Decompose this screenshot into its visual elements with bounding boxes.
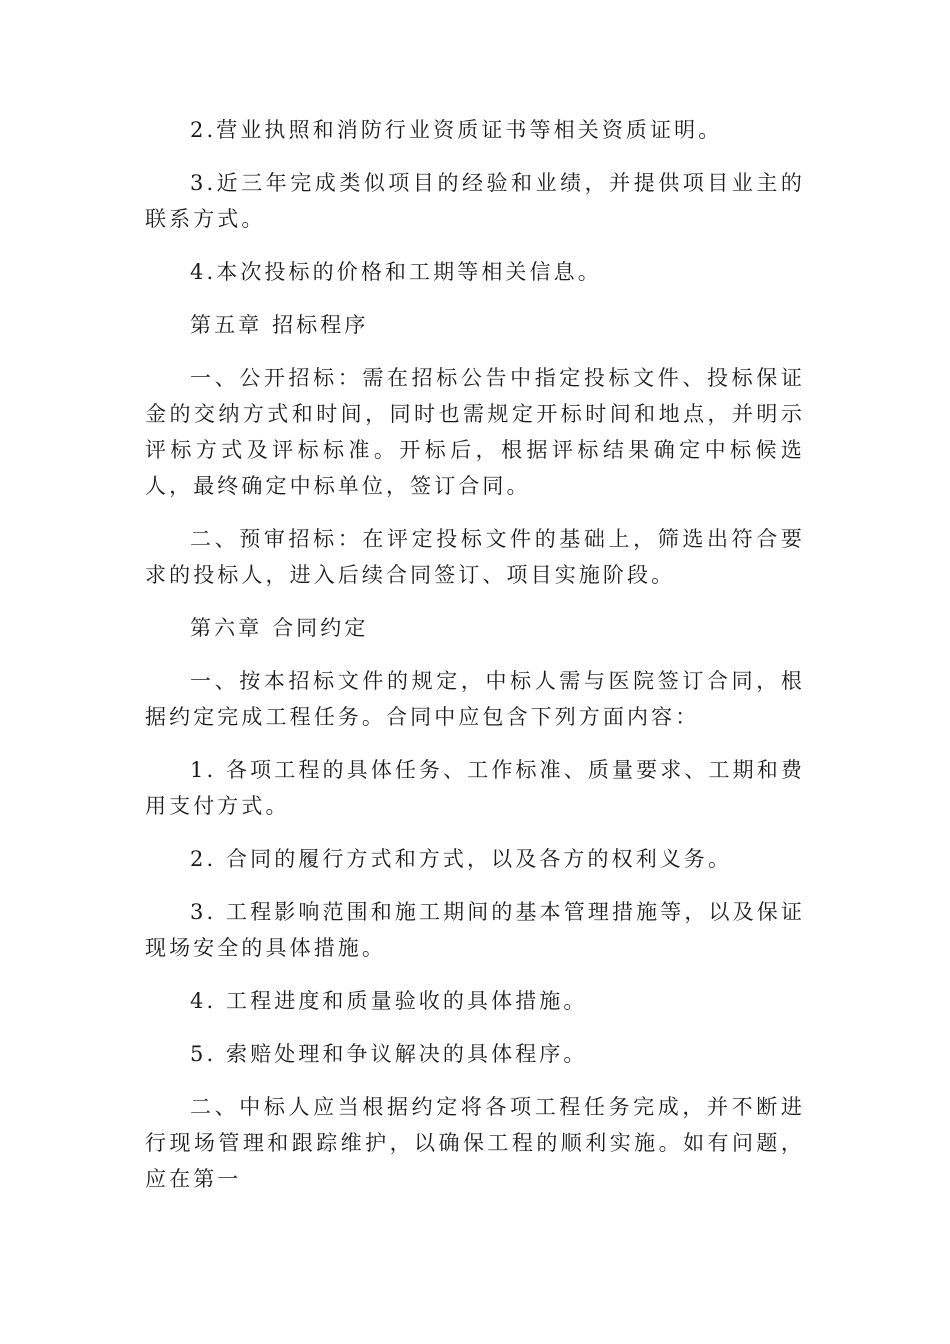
chapter-6-heading: 第六章 合同约定 <box>190 616 369 640</box>
chapter-5-heading: 第五章 招标程序 <box>190 313 369 337</box>
list-item-project-experience: 3.近三年完成类似项目的经验和业绩，并提供项目业主的联系方式。 <box>145 171 805 231</box>
contract-item-4: 4. 工程进度和质量验收的具体措施。 <box>190 989 588 1013</box>
contract-item-3: 3. 工程影响范围和施工期间的基本管理措施等，以及保证现场安全的具体措施。 <box>145 900 805 960</box>
contract-intro-paragraph: 一、按本招标文件的规定，中标人需与医院签订合同，根据约定完成工程任务。合同中应包含下列方面内容： <box>145 669 805 729</box>
document-body <box>145 112 805 1214</box>
contract-item-1: 1. 各项工程的具体任务、工作标准、质量要求、工期和费用支付方式。 <box>145 758 805 818</box>
list-item-business-license: 2.营业执照和消防行业资质证书等相关资质证明。 <box>190 118 723 142</box>
contract-item-2: 2. 合同的履行方式和方式，以及各方的权利义务。 <box>190 847 733 871</box>
winner-obligation-paragraph: 二、中标人应当根据约定将各项工程任务完成，并不断进行现场管理和跟踪维护，以确保工程的顺利实施。如有问题，应在第一 <box>145 1095 805 1191</box>
prequalification-paragraph: 二、预审招标：在评定投标文件的基础上，筛选出符合要求的投标人，进入后续合同签订、项目实施阶段。 <box>145 527 805 587</box>
list-item-bid-price: 4.本次投标的价格和工期等相关信息。 <box>190 260 602 284</box>
contract-item-5: 5. 索赔处理和争议解决的具体程序。 <box>190 1042 588 1066</box>
open-tender-paragraph: 一、公开招标：需在招标公告中指定投标文件、投标保证金的交纳方式和时间，同时也需规定开标时间和地点，并明示评标方式及评标标准。开标后，根据评标结果确定中标候选人，最终确定中标单位，签订合同。 <box>145 366 805 498</box>
